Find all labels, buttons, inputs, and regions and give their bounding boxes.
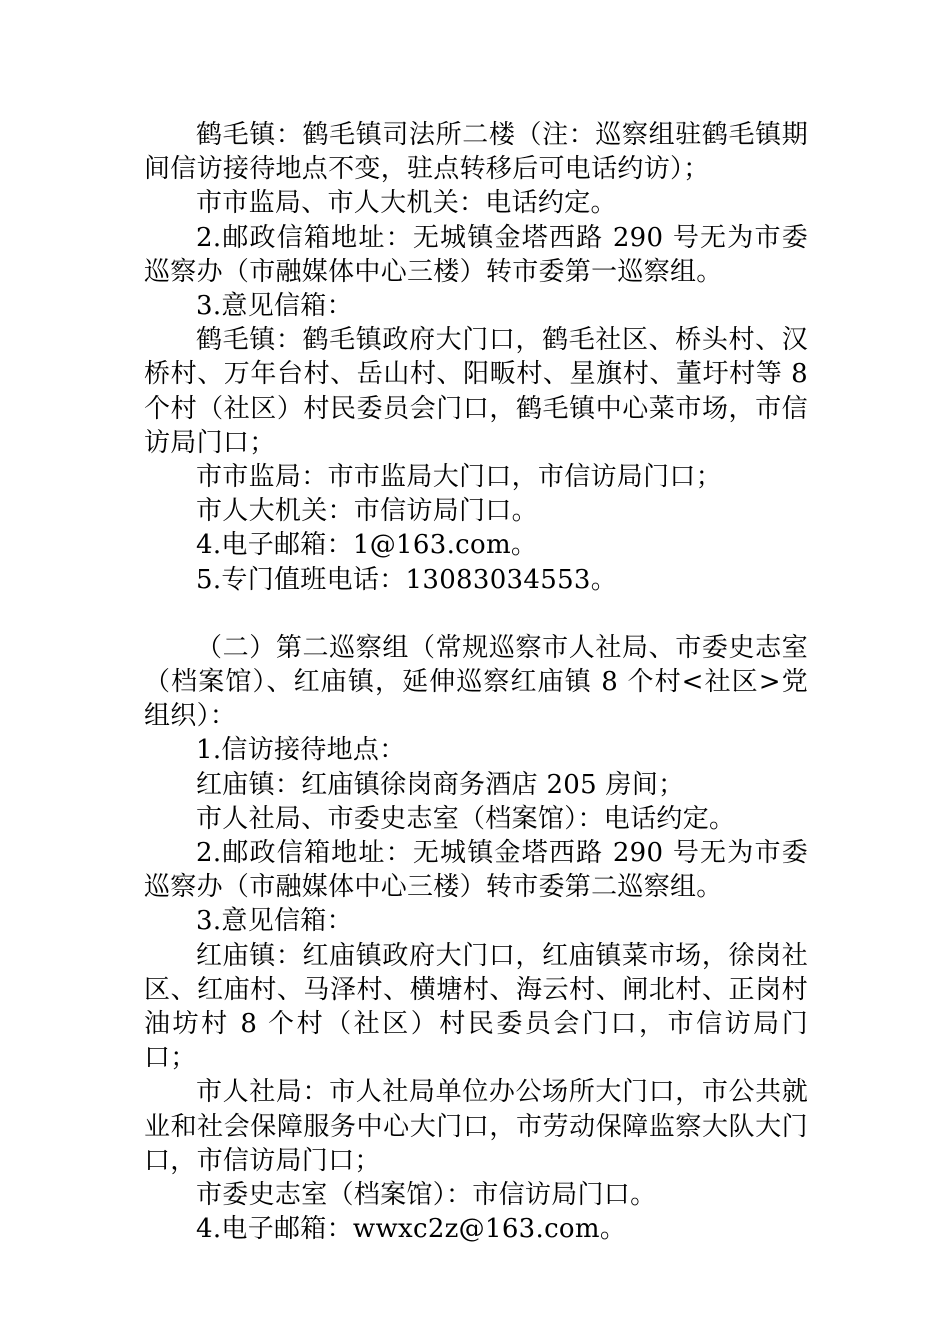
paragraph: 2.邮政信箱地址：无城镇金塔西路 290 号无为市委巡察办（市融媒体中心三楼）转市委第一巡察组。 (144, 222, 808, 287)
paragraph: 红庙镇：红庙镇徐岗商务酒店 205 房间； (196, 769, 685, 800)
section-heading: （二）第二巡察组（常规巡察市人社局、市委史志室（档案馆）、红庙镇，延伸巡察红庙镇 8 个村<社区>党组织）： (144, 632, 808, 732)
paragraph: 2.邮政信箱地址：无城镇金塔西路 290 号无为市委巡察办（市融媒体中心三楼）转市委第二巡察组。 (144, 838, 808, 903)
paragraph: 5.专门值班电话：13083034553。 (196, 564, 618, 595)
paragraph: 1.信访接待地点： (196, 735, 406, 766)
paragraph: 鹤毛镇：鹤毛镇政府大门口，鹤毛社区、桥头村、汉桥村、万年台村、岳山村、阳畈村、星旗村、董圩村等 8 个村（社区）村民委员会门口，鹤毛镇中心菜市场，市信访局门口； (144, 325, 808, 458)
paragraph: 3.意见信箱： (196, 906, 353, 937)
paragraph: 市市监局、市人大机关：电话约定。 (196, 188, 617, 219)
paragraph: 3.意见信箱： (196, 291, 353, 322)
paragraph: 市市监局：市市监局大门口，市信访局门口； (196, 462, 723, 493)
section-spacer (144, 597, 808, 631)
paragraph: 4.电子邮箱：1@163.com。 (196, 530, 538, 561)
paragraph: 4.电子邮箱：wwxc2z@163.com。 (196, 1214, 627, 1245)
paragraph: 鹤毛镇：鹤毛镇司法所二楼（注：巡察组驻鹤毛镇期间信访接待地点不变，驻点转移后可电话约访）； (144, 120, 808, 185)
document-body (144, 118, 808, 1247)
paragraph: 市委史志室（档案馆）：市信访局门口。 (196, 1180, 657, 1211)
paragraph: 市人大机关：市信访局门口。 (196, 496, 538, 527)
paragraph: 市人社局：市人社局单位办公场所大门口，市公共就业和社会保障服务中心大门口，市劳动保障监察大队大门口，市信访局门口； (144, 1077, 808, 1176)
paragraph: 市人社局、市委史志室（档案馆）：电话约定。 (196, 803, 736, 834)
paragraph: 红庙镇：红庙镇政府大门口，红庙镇菜市场，徐岗社区、红庙村、马泽村、横塘村、海云村、闸北村、正岗村油坊村 8 个村（社区）村民委员会门口，市信访局门口； (144, 940, 808, 1074)
